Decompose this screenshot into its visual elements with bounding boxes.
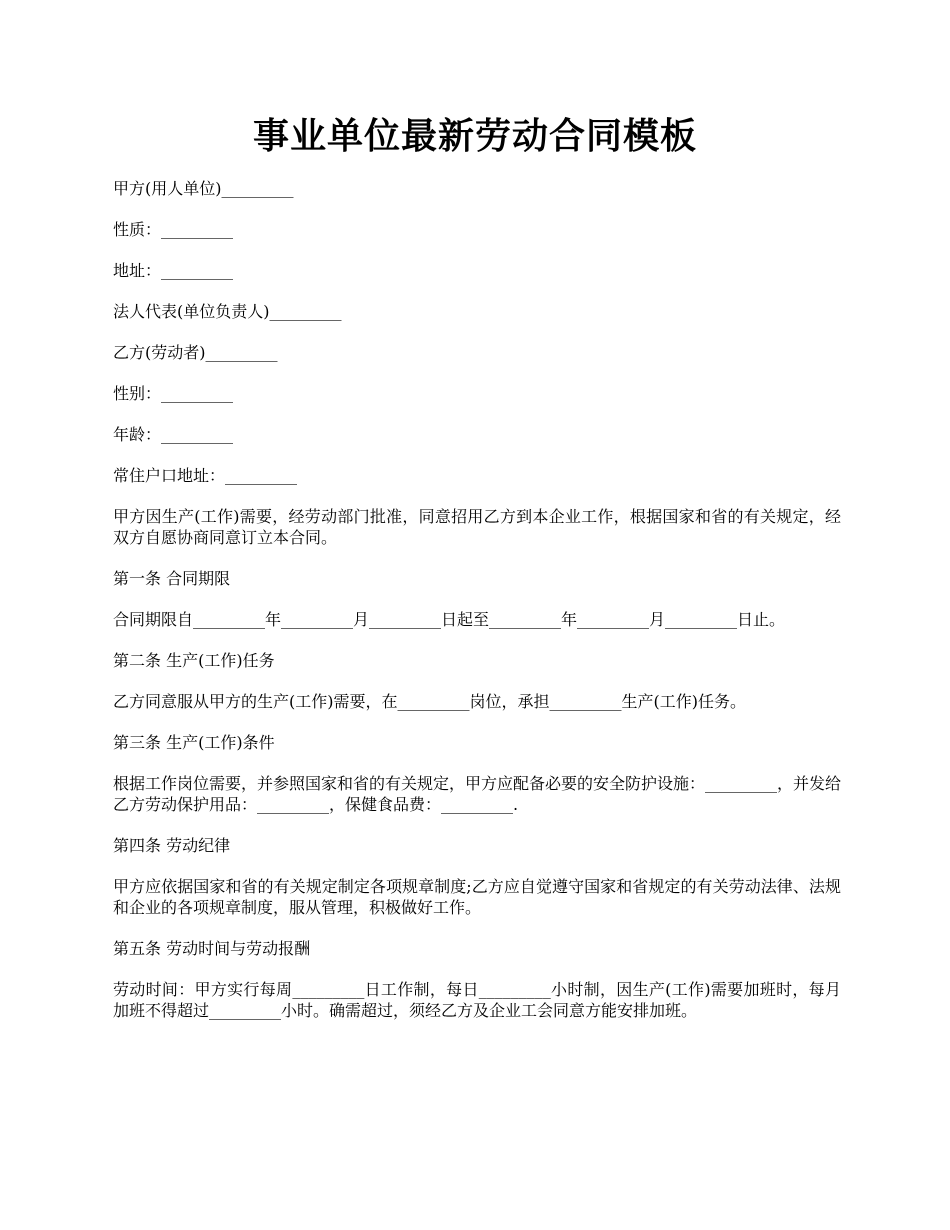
party-b-residence: 常住户口地址：_________ bbox=[113, 466, 298, 485]
party-a-address: 地址：_________ bbox=[113, 261, 234, 280]
article-4-body: 甲方应依据国家和省的有关规定制定各项规章制度;乙方应自觉遵守国家和省规定的有关劳动法律、法规和企业的各项规章制度，服从管理，积极做好工作。 bbox=[113, 877, 841, 917]
party-b-gender: 性别：_________ bbox=[113, 384, 234, 403]
article-1-body: 合同期限自_________年_________月_________日起至_________年_________月_________日止。 bbox=[113, 610, 786, 629]
party-a-nature: 性质：_________ bbox=[113, 220, 234, 239]
article-4-heading: 第四条 劳动纪律 bbox=[113, 836, 231, 855]
preamble-paragraph: 甲方因生产(工作)需要，经劳动部门批准，同意招用乙方到本企业工作，根据国家和省的有关规定，经双方自愿协商同意订立本合同。 bbox=[113, 507, 841, 547]
party-a-name: 甲方(用人单位)_________ bbox=[113, 179, 294, 198]
document-title: 事业单位最新劳动合同模板 bbox=[252, 115, 697, 157]
article-2-body: 乙方同意服从甲方的生产(工作)需要，在_________岗位，承担_________生产(工作)任务。 bbox=[113, 692, 746, 711]
article-1-heading: 第一条 合同期限 bbox=[113, 569, 231, 588]
article-5-body: 劳动时间：甲方实行每周_________日工作制，每日_________小时制，因生产(工作)需要加班时，每月加班不得超过_________小时。确需超过，须经乙方及企业工会同意方能安排加班。 bbox=[113, 980, 841, 1020]
article-3-body: 根据工作岗位需要，并参照国家和省的有关规定，甲方应配备必要的安全防护设施：_________，并发给乙方劳动保护用品：_________，保健食品费：_________. bbox=[113, 774, 842, 814]
party-b-name: 乙方(劳动者)_________ bbox=[113, 343, 278, 362]
article-3-heading: 第三条 生产(工作)条件 bbox=[113, 733, 275, 752]
party-a-legal-rep: 法人代表(单位负责人)_________ bbox=[113, 302, 342, 321]
article-2-heading: 第二条 生产(工作)任务 bbox=[113, 651, 275, 670]
party-b-age: 年龄：_________ bbox=[113, 425, 234, 444]
article-5-heading: 第五条 劳动时间与劳动报酬 bbox=[113, 939, 311, 958]
document-body bbox=[113, 178, 841, 1041]
